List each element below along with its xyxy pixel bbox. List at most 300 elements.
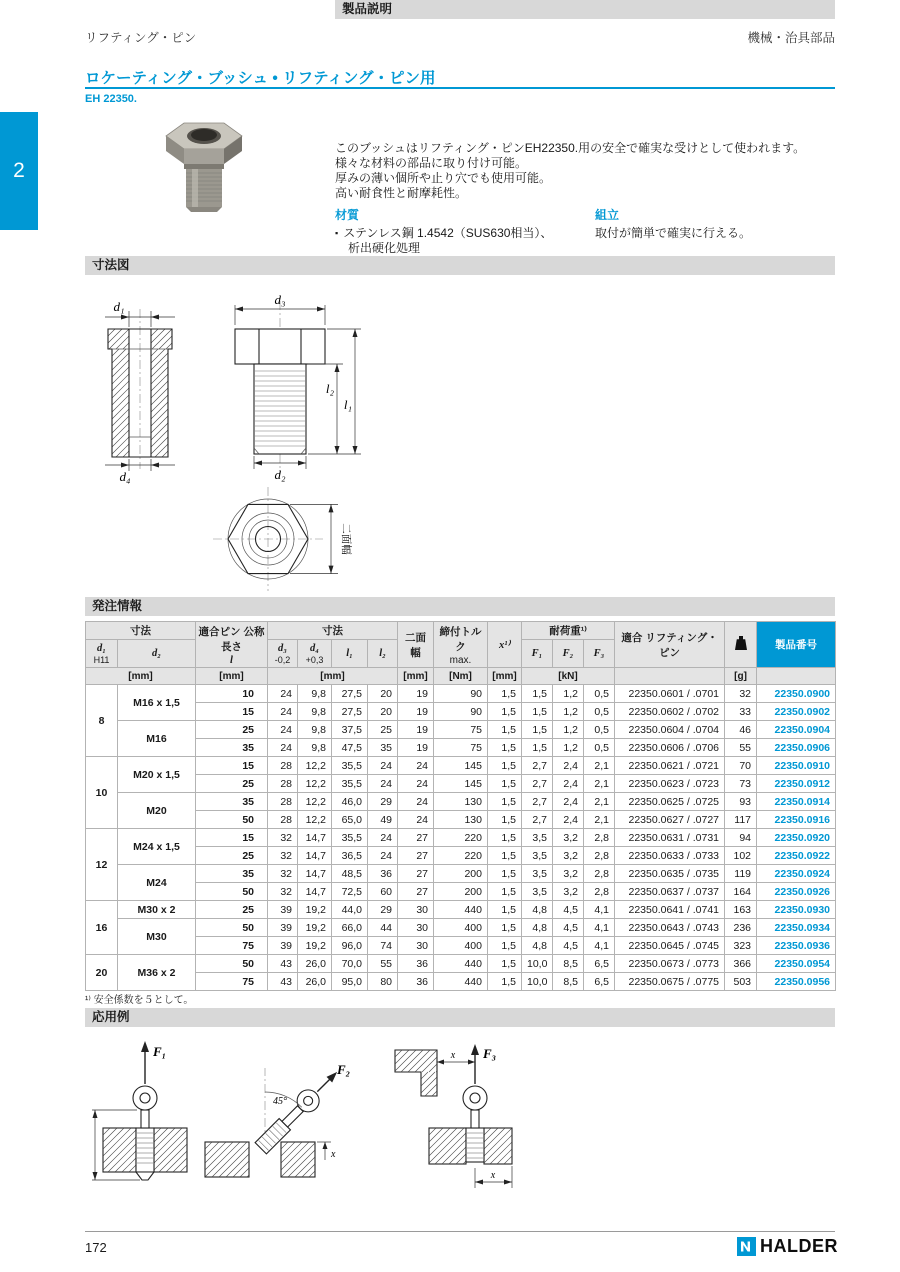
cell-product-no: 22350.0900 [757,685,836,703]
cell-f2: 4,5 [553,937,584,955]
cell-f3: 6,5 [584,955,615,973]
cell-product-no: 22350.0934 [757,919,836,937]
cell-product-no: 22350.0904 [757,721,836,739]
cell-pin: 22350.0604 / .0704 [615,721,725,739]
cell-f2: 2,4 [553,757,584,775]
svg-text:l₁: l₁ [343,397,352,412]
cell-x: 1,5 [488,973,522,991]
table-row [86,847,836,865]
cell-f3: 0,5 [584,739,615,757]
cell-l2: 35 [368,739,398,757]
dimension-drawing [85,281,835,591]
cell-torque: 130 [434,811,488,829]
cell-l: 15 [196,829,268,847]
cell-l: 75 [196,973,268,991]
cell-product-no: 22350.0920 [757,829,836,847]
cell-l2: 60 [368,883,398,901]
cell-waf: 24 [398,811,434,829]
cell-d1: 20 [86,955,118,991]
cell-f3: 6,5 [584,973,615,991]
unit-mm: [mm] [488,668,522,685]
cell-f2: 3,2 [553,883,584,901]
cell-d4: 14,7 [298,883,332,901]
material-heading: 材質 [335,208,360,222]
cell-product-no: 22350.0922 [757,847,836,865]
svg-text:d₄: d₄ [119,469,131,484]
cell-l2: 25 [368,721,398,739]
cell-l2: 24 [368,847,398,865]
svg-text:x: x [331,1149,336,1160]
cell-d3: 24 [268,721,298,739]
cell-f1: 10,0 [522,973,553,991]
table-row [86,919,836,937]
cell-f1: 1,5 [522,721,553,739]
cell-pin: 22350.0623 / .0723 [615,775,725,793]
cell-torque: 130 [434,793,488,811]
header-left: リフティング・ピン [85,31,197,45]
cell-pin: 22350.0673 / .0773 [615,955,725,973]
cell-torque: 145 [434,775,488,793]
cell-waf: 36 [398,955,434,973]
cell-l: 25 [196,901,268,919]
table-row [86,685,836,703]
assembly-heading: 組立 [595,208,620,222]
cell-weight: 236 [725,919,757,937]
cell-f1: 4,8 [522,919,553,937]
cell-f1: 3,5 [522,883,553,901]
cell-weight: 102 [725,847,757,865]
cell-f3: 0,5 [584,685,615,703]
cell-weight: 366 [725,955,757,973]
cell-l: 25 [196,847,268,865]
table-row [86,793,836,811]
cell-l: 50 [196,919,268,937]
cell-f3: 4,1 [584,901,615,919]
cell-l1: 66,0 [332,919,368,937]
application-drawings [85,1032,835,1217]
cell-d3: 32 [268,883,298,901]
cell-x: 1,5 [488,793,522,811]
cell-waf: 19 [398,721,434,739]
cell-l1: 95,0 [332,973,368,991]
cell-d1: 8 [86,685,118,757]
cell-l2: 44 [368,919,398,937]
cell-f1: 1,5 [522,739,553,757]
halder-logo-mark [737,1237,756,1256]
cell-l2: 29 [368,901,398,919]
cell-f2: 8,5 [553,973,584,991]
svg-text:F₂: F₂ [337,1062,351,1077]
cell-f1: 3,5 [522,847,553,865]
cell-l: 25 [196,775,268,793]
cell-d3: 28 [268,793,298,811]
cell-l1: 72,5 [332,883,368,901]
cell-l: 10 [196,685,268,703]
th-dim-group: 寸法 [86,622,196,640]
unit-mm: [mm] [398,668,434,685]
cell-pin: 22350.0602 / .0702 [615,703,725,721]
cell-torque: 400 [434,919,488,937]
cell-pin: 22350.0633 / .0733 [615,847,725,865]
cell-product-no: 22350.0902 [757,703,836,721]
unit-mm: [mm] [196,668,268,685]
cell-f3: 4,1 [584,937,615,955]
cell-torque: 400 [434,937,488,955]
cell-waf: 36 [398,973,434,991]
table-row [86,973,836,991]
cell-weight: 163 [725,901,757,919]
cell-f2: 1,2 [553,721,584,739]
cell-x: 1,5 [488,847,522,865]
cell-d1: 16 [86,901,118,955]
th-d3: d₃ -0,2 [268,640,298,668]
th-pin: 適合 リフティング・ピン [615,622,725,668]
cell-x: 1,5 [488,775,522,793]
cell-x: 1,5 [488,739,522,757]
cell-weight: 33 [725,703,757,721]
svg-text:x: x [490,1170,496,1181]
cell-d4: 14,7 [298,847,332,865]
cell-d3: 43 [268,973,298,991]
table-row [86,739,836,757]
cell-x: 1,5 [488,883,522,901]
cell-l1: 44,0 [332,901,368,919]
th-load: 耐荷重¹⁾ [522,622,615,640]
cell-f3: 2,1 [584,757,615,775]
cell-weight: 117 [725,811,757,829]
cell-pin: 22350.0627 / .0727 [615,811,725,829]
cell-d3: 32 [268,829,298,847]
th-l2: l₂ [368,640,398,668]
th-pin-length: 適合ピン 公称長さ l [196,622,268,668]
cell-x: 1,5 [488,829,522,847]
bullet-icon: ▪ [335,228,339,238]
cell-weight: 93 [725,793,757,811]
cell-waf: 30 [398,919,434,937]
th-l1: l₁ [332,640,368,668]
section-ordering: 発注情報 [85,597,835,616]
cell-f2: 1,2 [553,739,584,757]
cell-f1: 1,5 [522,703,553,721]
top-header [85,28,835,46]
cell-f3: 2,1 [584,793,615,811]
cell-x: 1,5 [488,685,522,703]
cell-l1: 65,0 [332,811,368,829]
cell-d4: 12,2 [298,811,332,829]
cell-waf: 30 [398,937,434,955]
cell-x: 1,5 [488,865,522,883]
cell-product-no: 22350.0956 [757,973,836,991]
footer-rule [85,1231,835,1232]
cell-pin: 22350.0645 / .0745 [615,937,725,955]
cell-weight: 32 [725,685,757,703]
brand-text: HALDER [760,1236,838,1256]
cell-f1: 1,5 [522,685,553,703]
cell-waf: 27 [398,847,434,865]
table-row [86,937,836,955]
table-row [86,955,836,973]
table-row [86,757,836,775]
cell-waf: 27 [398,829,434,847]
description-line: 様々な材料の部品に取り付け可能。 [335,156,528,170]
cell-d4: 26,0 [298,973,332,991]
cell-f1: 2,7 [522,811,553,829]
cell-d4: 12,2 [298,757,332,775]
title-rule [85,87,835,89]
unit-blank [615,668,725,685]
cell-d3: 28 [268,757,298,775]
cell-l1: 70,0 [332,955,368,973]
cell-f3: 0,5 [584,703,615,721]
cell-waf: 19 [398,739,434,757]
cell-weight: 73 [725,775,757,793]
table-row [86,883,836,901]
cell-d4: 19,2 [298,901,332,919]
cell-product-no: 22350.0916 [757,811,836,829]
th-waf: 二面幅 [398,622,434,668]
cell-waf: 19 [398,685,434,703]
assembly-text: 取付が簡単で確実に行える。 [595,226,752,240]
cell-d2: M36 x 2 [118,955,196,991]
cell-l: 25 [196,721,268,739]
cell-f1: 10,0 [522,955,553,973]
cell-f3: 2,8 [584,847,615,865]
cell-waf: 30 [398,901,434,919]
cell-pin: 22350.0606 / .0706 [615,739,725,757]
cell-l: 50 [196,811,268,829]
cell-l2: 49 [368,811,398,829]
cell-pin: 22350.0621 / .0721 [615,757,725,775]
cell-d2: M20 [118,793,196,829]
unit-blank [757,668,836,685]
cell-pin: 22350.0641 / .0741 [615,901,725,919]
cell-d3: 24 [268,703,298,721]
cell-f2: 1,2 [553,685,584,703]
cell-d4: 19,2 [298,937,332,955]
cell-d2: M24 [118,865,196,901]
cell-d2: M16 x 1,5 [118,685,196,721]
svg-text:l₂: l₂ [325,381,334,396]
table-row [86,829,836,847]
th-x: x¹⁾ [488,622,522,668]
cell-product-no: 22350.0914 [757,793,836,811]
svg-text:45°: 45° [273,1096,287,1107]
description-line: 高い耐食性と耐摩耗性。 [335,186,468,200]
cell-d1: 12 [86,829,118,901]
cell-f2: 4,5 [553,901,584,919]
cell-d2: M24 x 1,5 [118,829,196,865]
cell-f3: 2,8 [584,865,615,883]
cell-d3: 24 [268,685,298,703]
cell-weight: 46 [725,721,757,739]
table-row [86,901,836,919]
product-description-text [335,141,835,201]
th-d1: d₁ H11 [86,640,118,668]
th-d4: d₄ +0,3 [298,640,332,668]
assembly-block [595,206,835,256]
cell-d4: 14,7 [298,865,332,883]
cell-l: 75 [196,937,268,955]
cell-weight: 164 [725,883,757,901]
svg-text:x: x [450,1050,456,1061]
cell-l1: 96,0 [332,937,368,955]
cell-f2: 3,2 [553,865,584,883]
cell-waf: 24 [398,793,434,811]
cell-d3: 24 [268,739,298,757]
cell-f2: 4,5 [553,919,584,937]
svg-text:d₂: d₂ [274,467,286,482]
page-number: 172 [85,1240,107,1255]
page-title: ロケーティング・ブッシュ • リフティング・ピン用 [85,70,436,87]
cell-torque: 90 [434,685,488,703]
cell-l2: 20 [368,685,398,703]
cell-l2: 24 [368,829,398,847]
cell-torque: 145 [434,757,488,775]
cell-l1: 35,5 [332,757,368,775]
section-dimensions: 寸法図 [85,256,835,275]
cell-d4: 14,7 [298,829,332,847]
cell-l: 35 [196,865,268,883]
cell-x: 1,5 [488,955,522,973]
unit-kn: [kN] [522,668,615,685]
cell-d4: 9,8 [298,721,332,739]
cell-l1: 48,5 [332,865,368,883]
cell-f3: 0,5 [584,721,615,739]
th-f1: F₁ [522,640,553,668]
unit-nm: [Nm] [434,668,488,685]
cell-weight: 70 [725,757,757,775]
cell-torque: 220 [434,829,488,847]
cell-l1: 36,5 [332,847,368,865]
description-line: 厚みの薄い個所や止り穴でも使用可能。 [335,171,552,185]
section-applications: 応用例 [85,1008,835,1027]
th-dim-group2: 寸法 [268,622,398,640]
cell-torque: 440 [434,901,488,919]
table-row [86,811,836,829]
cell-d4: 9,8 [298,739,332,757]
cell-f2: 2,4 [553,811,584,829]
svg-text:d₃: d₃ [274,292,286,307]
cell-d3: 32 [268,847,298,865]
unit-g: [g] [725,668,757,685]
top-view [213,487,353,591]
cell-torque: 440 [434,955,488,973]
material-text: ステンレス鋼 1.4542（SUS630相当）、 [343,226,553,240]
ordering-table [85,621,836,991]
material-block [335,206,595,256]
cell-pin: 22350.0625 / .0725 [615,793,725,811]
halder-logo [737,1236,838,1257]
cell-x: 1,5 [488,721,522,739]
cell-f2: 2,4 [553,775,584,793]
cell-l1: 35,5 [332,775,368,793]
cell-torque: 200 [434,883,488,901]
cell-l2: 24 [368,757,398,775]
cell-torque: 90 [434,703,488,721]
cell-d4: 26,0 [298,955,332,973]
cell-d4: 12,2 [298,775,332,793]
th-weight [725,622,757,668]
svg-text:d₁: d₁ [113,299,125,314]
cell-torque: 440 [434,973,488,991]
cell-torque: 75 [434,739,488,757]
cell-d2: M30 x 2 [118,901,196,919]
section-view [105,299,175,484]
cell-pin: 22350.0637 / .0737 [615,883,725,901]
side-view [235,292,361,482]
th-f3: F₃ [584,640,615,668]
cell-torque: 200 [434,865,488,883]
cell-f3: 2,1 [584,775,615,793]
cell-f2: 2,4 [553,793,584,811]
cell-f2: 3,2 [553,847,584,865]
svg-text:F₁: F₁ [153,1044,167,1059]
table-row [86,703,836,721]
cell-f2: 8,5 [553,955,584,973]
cell-l2: 74 [368,937,398,955]
cell-d4: 19,2 [298,919,332,937]
header-right: 機械・治具部品 [747,31,835,45]
cell-pin: 22350.0631 / .0731 [615,829,725,847]
cell-f2: 3,2 [553,829,584,847]
table-row [86,721,836,739]
cell-f3: 4,1 [584,919,615,937]
cell-product-no: 22350.0954 [757,955,836,973]
application-3 [395,1044,512,1188]
cell-l: 50 [196,883,268,901]
cell-f1: 2,7 [522,775,553,793]
cell-f1: 3,5 [522,865,553,883]
cell-l1: 47,5 [332,739,368,757]
cell-d4: 12,2 [298,793,332,811]
cell-waf: 27 [398,865,434,883]
cell-waf: 27 [398,883,434,901]
unit-mm: [mm] [268,668,398,685]
cell-l1: 37,5 [332,721,368,739]
cell-product-no: 22350.0924 [757,865,836,883]
svg-text:F₃: F₃ [483,1046,497,1061]
cell-waf: 24 [398,775,434,793]
cell-product-no: 22350.0906 [757,739,836,757]
cell-product-no: 22350.0936 [757,937,836,955]
table-row [86,865,836,883]
cell-l2: 55 [368,955,398,973]
cell-x: 1,5 [488,757,522,775]
cell-x: 1,5 [488,919,522,937]
product-code: EH 22350. [85,93,137,105]
cell-l: 15 [196,757,268,775]
cell-product-no: 22350.0912 [757,775,836,793]
cell-pin: 22350.0635 / .0735 [615,865,725,883]
cell-d2: M30 [118,919,196,955]
product-photo-image [146,110,262,214]
cell-torque: 220 [434,847,488,865]
cell-f1: 4,8 [522,937,553,955]
cell-l1: 46,0 [332,793,368,811]
cell-weight: 503 [725,973,757,991]
cell-weight: 119 [725,865,757,883]
cell-weight: 94 [725,829,757,847]
th-d2: d₂ [118,640,196,668]
cell-weight: 323 [725,937,757,955]
th-f2: F₂ [553,640,584,668]
cell-d2: M16 [118,721,196,757]
cell-l: 50 [196,955,268,973]
unit-mm: [mm] [86,668,196,685]
section-product-description: 製品説明 [335,0,835,19]
cell-x: 1,5 [488,901,522,919]
cell-l1: 35,5 [332,829,368,847]
